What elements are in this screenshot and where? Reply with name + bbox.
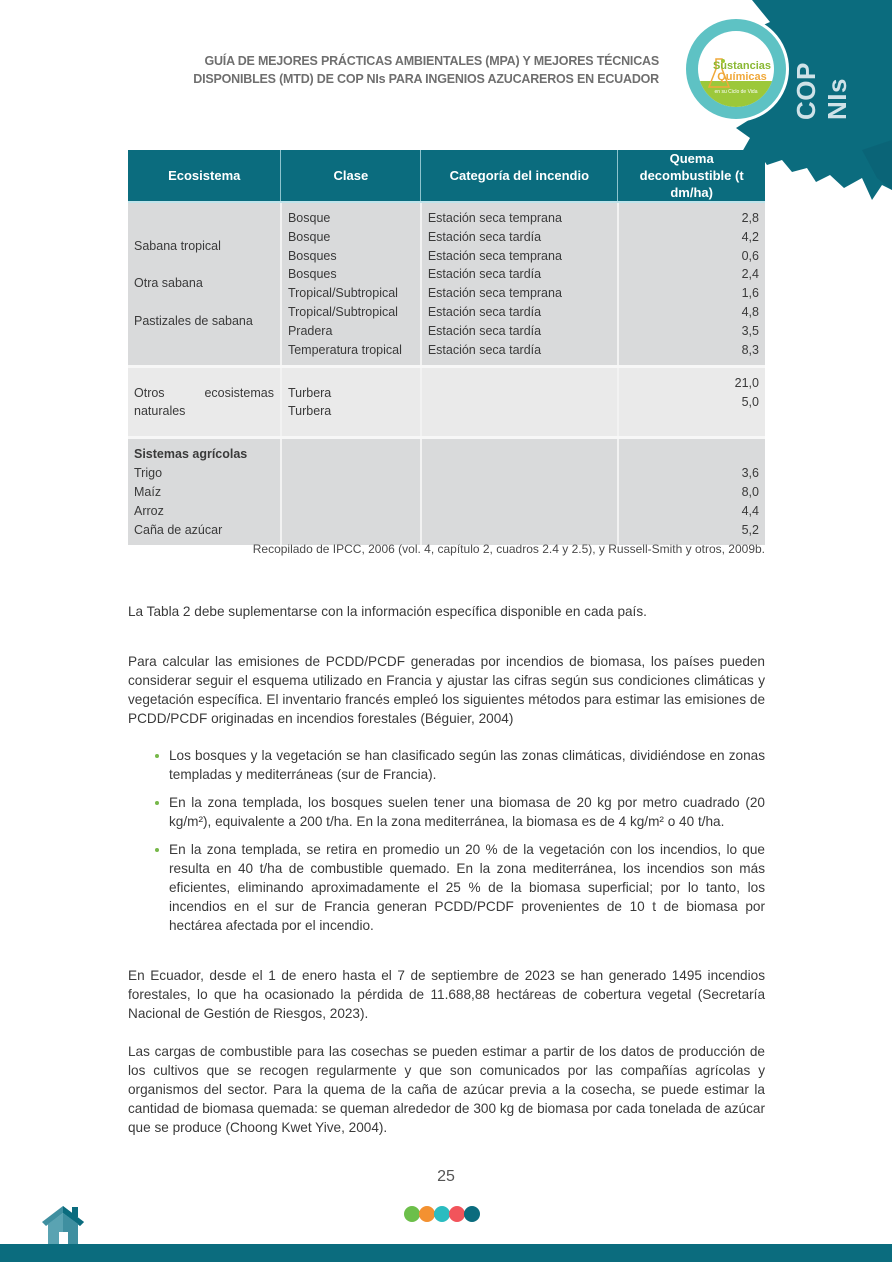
categoria-value: Estación seca tardía	[427, 342, 542, 357]
categoria-value: Estación seca temprana	[427, 248, 562, 263]
quema-value: 3,6	[741, 466, 759, 481]
cyan-dot-icon	[434, 1206, 450, 1222]
red-dot-icon	[449, 1206, 465, 1222]
bullet-list	[155, 746, 765, 944]
categoria-value: Estación seca tardía	[427, 267, 542, 282]
ecosystem-cell	[128, 202, 281, 367]
bullet-item	[155, 840, 765, 935]
running-title-line-1: GUÍA DE MEJORES PRÁCTICAS AMBIENTALES (MPA) Y MEJORES TÉCNICAS	[204, 54, 659, 68]
sustancias-quimicas-logo	[683, 16, 789, 122]
quema-value: 5,0	[741, 395, 759, 410]
categoria-cell	[421, 367, 618, 438]
ecosystem-label: Sabana tropical	[134, 238, 221, 253]
logo-subtitle: en su Ciclo de Vida	[714, 89, 758, 95]
biomass-burning-table	[128, 150, 765, 545]
header-clase: Clase	[281, 150, 421, 202]
ecosystem-label: Maíz	[134, 484, 162, 499]
clase-value: Bosque	[287, 211, 331, 225]
ecosystem-label: Otra sabana	[134, 276, 203, 291]
categoria-cell	[421, 202, 618, 367]
logo-title-line-2: Químicas	[717, 71, 767, 83]
clase-value: Bosque	[287, 229, 331, 244]
quema-value: 3,5	[741, 323, 759, 338]
header-ecosistema: Ecosistema	[128, 150, 281, 202]
clase-value: Pradera	[287, 323, 333, 338]
paragraph-3: En Ecuador, desde el 1 de enero hasta el 7 de septiembre de 2023 se han generado 1495 incendios forestales, lo que ha ocasionado la pérdida de 11.688,88 hectáreas de cobertura vegetal (Secretaría Nacional de Gestión de Riesgos, 2023).	[128, 968, 765, 1021]
categoria-value: Estación seca tardía	[427, 323, 542, 338]
green-dot-icon	[404, 1206, 420, 1222]
quema-value: 21,0	[734, 376, 759, 391]
bullet-text: En la zona templada, los bosques suelen tener una biomasa de 20 kg por metro cuadrado (20 kg/m²), equivalente a 200 t/ha. En la zona mediterránea, la biomasa es de 4 kg/m² o 40 t/ha.	[169, 795, 765, 829]
paragraph-2: Para calcular las emisiones de PCDD/PCDF generadas por incendios de biomasa, los países pueden considerar seguir el esquema utilizado en Francia y ajustar las cifras según sus condiciones climáticas y vegetación específica. El inventario francés empleó los siguientes métodos para estimar las emisiones de PCDD/PCDF originadas en incendios forestales (Béguier, 2004)	[128, 654, 765, 726]
clase-value: Temperatura tropical	[287, 342, 402, 357]
ecosystem-label: Pastizales de sabana	[134, 313, 253, 328]
paragraph-4: Las cargas de combustible para las cosechas se pueden estimar a partir de los datos de producción de los cultivos que se recogen regularmente y que son comunicados por las compañías agrícolas y organismos del sector. Para la quema de la caña de azúcar previa a la cosecha, se puede estimar la cantidad de biomasa quemada: se queman alrededor de 300 kg de biomasa por cada tonelada de azúcar que se produce (Choong Kwet Yive, 2004).	[128, 1044, 765, 1135]
cop-nis-side-label: COP NIs	[791, 62, 852, 120]
teal-dot-icon	[464, 1206, 480, 1222]
quema-cell	[618, 367, 765, 438]
header-quema: Quema decombustible (t dm/ha)	[618, 150, 765, 202]
quema-cell	[618, 202, 765, 367]
quema-value: 2,4	[741, 267, 759, 282]
clase-value: Bosques	[287, 267, 337, 282]
categoria-value: Estación seca tardía	[427, 229, 542, 244]
bullet-item	[155, 746, 765, 784]
logo-title	[712, 61, 772, 83]
quema-value: 5,2	[741, 522, 759, 537]
table-source-caption: Recopilado de IPCC, 2006 (vol. 4, capítulo 2, cuadros 2.4 y 2.5), y Russell-Smith y otros, 2009b.	[252, 542, 765, 556]
clase-value: Turbera	[287, 404, 332, 419]
table-group-other-ecosystems	[128, 367, 765, 438]
clase-cell	[281, 202, 421, 367]
quema-cell	[618, 438, 765, 545]
ecosystem-label: Caña de azúcar	[134, 522, 223, 537]
categoria-value: Estación seca temprana	[427, 286, 562, 301]
ecosystem-label: Trigo	[134, 466, 163, 481]
quema-value: 4,4	[741, 503, 759, 518]
page-number: 25	[437, 1168, 455, 1185]
quema-value: 4,2	[741, 229, 759, 244]
clase-cell	[281, 367, 421, 438]
table-header-row	[128, 150, 765, 202]
home-icon[interactable]	[40, 1204, 86, 1246]
bullet-dot-icon	[155, 848, 159, 852]
quema-value: 8,0	[741, 484, 759, 499]
color-dots-decoration	[404, 1206, 479, 1222]
clase-value: Bosques	[287, 248, 337, 263]
clase-value: Turbera	[287, 385, 332, 400]
ecosystem-cell: Otros ecosistemas naturales	[128, 367, 281, 438]
quema-value: 0,6	[741, 248, 759, 263]
logo-title-line-1: Sustancias	[712, 60, 772, 72]
ecosystem-cell	[128, 438, 281, 545]
categoria-value: Estación seca temprana	[427, 211, 562, 225]
paragraph-1: La Tabla 2 debe suplementarse con la información específica disponible en cada país.	[128, 604, 647, 619]
bullet-text: Los bosques y la vegetación se han clasificado según las zonas climáticas, dividiéndose en zonas templadas y mediterráneas (sur de Francia).	[169, 748, 765, 782]
bullet-dot-icon	[155, 801, 159, 805]
bullet-dot-icon	[155, 754, 159, 758]
orange-dot-icon	[419, 1206, 435, 1222]
clase-cell	[281, 438, 421, 545]
clase-value: Tropical/Subtropical	[287, 304, 398, 319]
table-group-savanna	[128, 202, 765, 367]
running-title-line-2: DISPONIBLES (MTD) DE COP NIs PARA INGENIOS AZUCAREROS EN ECUADOR	[193, 72, 659, 86]
document-running-title	[179, 52, 659, 88]
bullet-item	[155, 793, 765, 831]
categoria-cell	[421, 438, 618, 545]
table-group-agricultural	[128, 438, 765, 545]
quema-value: 1,6	[741, 286, 759, 301]
group-heading: Sistemas agrícolas	[134, 447, 248, 462]
header-categoria: Categoría del incendio	[421, 150, 618, 202]
footer-bar	[0, 1244, 892, 1262]
bullet-text: En la zona templada, se retira en promedio un 20 % de la vegetación con los incendios, lo que resulta en 40 t/ha de combustible quemado. En la zona mediterránea, los incendios son más eficientes, eliminando aproximadamente el 25 % de la biomasa superficial; por lo tanto, los incendios en el sur de Francia generan PCDD/PCDF provenientes de 10 t de biomasa por hectárea afectada por el incendio.	[169, 842, 765, 933]
quema-value: 2,8	[741, 211, 759, 225]
logo-inner-circle	[698, 31, 774, 107]
quema-value: 8,3	[741, 342, 759, 357]
clase-value: Tropical/Subtropical	[287, 286, 398, 301]
quema-value: 4,8	[741, 304, 759, 319]
categoria-value: Estación seca tardía	[427, 304, 542, 319]
ecosystem-label: Arroz	[134, 503, 164, 518]
